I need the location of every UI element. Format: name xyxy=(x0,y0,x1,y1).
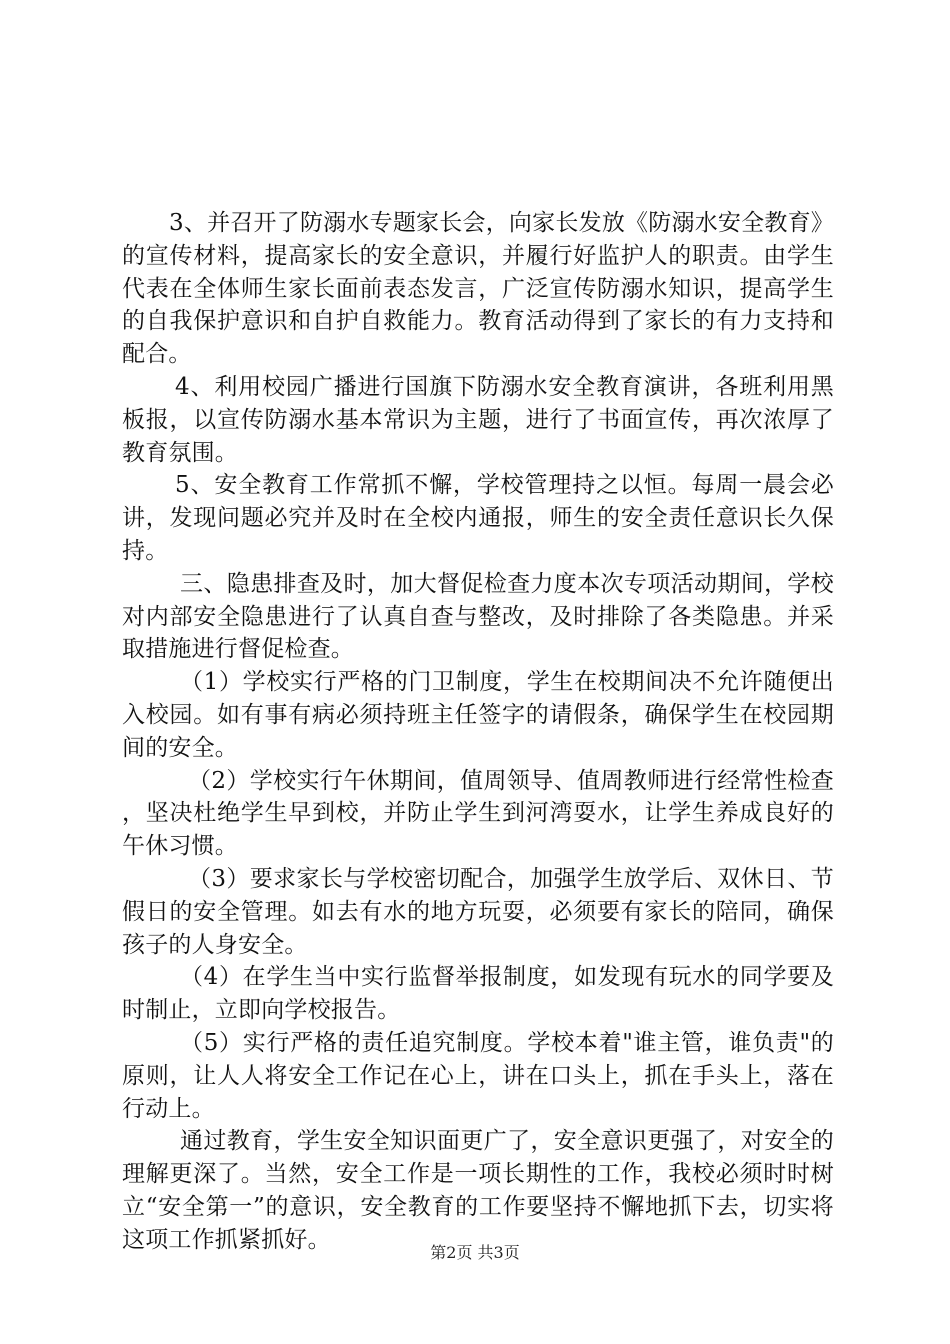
paragraph-measure-3: （3）要求家长与学校密切配合，加强学生放学后、双休日、节假日的安全管理。如去有水的地方玩耍，必须要有家长的陪同，确保孩子的人身安全。 xyxy=(122,865,834,958)
paragraph-measure-5: （5）实行严格的责任追究制度。学校本着"谁主管，谁负责"的原则，让人人将安全工作记在心上，讲在口头上，抓在手头上，落在行动上。 xyxy=(122,1029,834,1122)
paragraph-item-4: 4、利用校园广播进行国旗下防溺水安全教育演讲，各班利用黑板报，以宣传防溺水基本常识为主题，进行了书面宣传，再次浓厚了教育氛围。 xyxy=(122,373,834,466)
page-number-footer: 第2页 共3页 xyxy=(430,1243,520,1262)
conclusion-paragraph: 通过教育，学生安全知识面更广了，安全意识更强了，对安全的理解更深了。当然，安全工作是一项长期性的工作，我校必须时时树立“安全第一”的意识，安全教育的工作要坚持不懈地抓下去，切实将这项工作抓紧抓好。 xyxy=(122,1128,834,1253)
paragraph-measure-2: （2）学校实行午休期间，值周领导、值周教师进行经常性检查，坚决杜绝学生早到校，并防止学生到河湾耍水，让学生养成良好的午休习惯。 xyxy=(122,767,834,860)
paragraph-measure-1: （1）学校实行严格的门卫制度，学生在校期间决不允许随便出入校园。如有事有病必须持班主任签字的请假条，确保学生在校园期间的安全。 xyxy=(122,669,834,761)
document-body xyxy=(122,207,834,1257)
paragraph-measure-4: （4）在学生当中实行监督举报制度，如发现有玩水的同学要及时制止，立即向学校报告。 xyxy=(122,964,834,1024)
paragraph-item-3: 3、并召开了防溺水专题家长会，向家长发放《防溺水安全教育》的宣传材料，提高家长的安全意识，并履行好监护人的职责。由学生代表在全体师生家长面前表态发言，广泛宣传防溺水知识，提高学生的自我保护意识和自护自救能力。教育活动得到了家长的有力支持和配合。 xyxy=(122,210,834,368)
section-three-paragraph: 三、隐患排查及时，加大督促检查力度本次专项活动期间，学校对内部安全隐患进行了认真自查与整改，及时排除了各类隐患。并采取措施进行督促检查。 xyxy=(122,570,834,663)
paragraph-item-5: 5、安全教育工作常抓不懈，学校管理持之以恒。每周一晨会必讲，发现问题必究并及时在全校内通报，师生的安全责任意识长久保持。 xyxy=(122,472,834,564)
